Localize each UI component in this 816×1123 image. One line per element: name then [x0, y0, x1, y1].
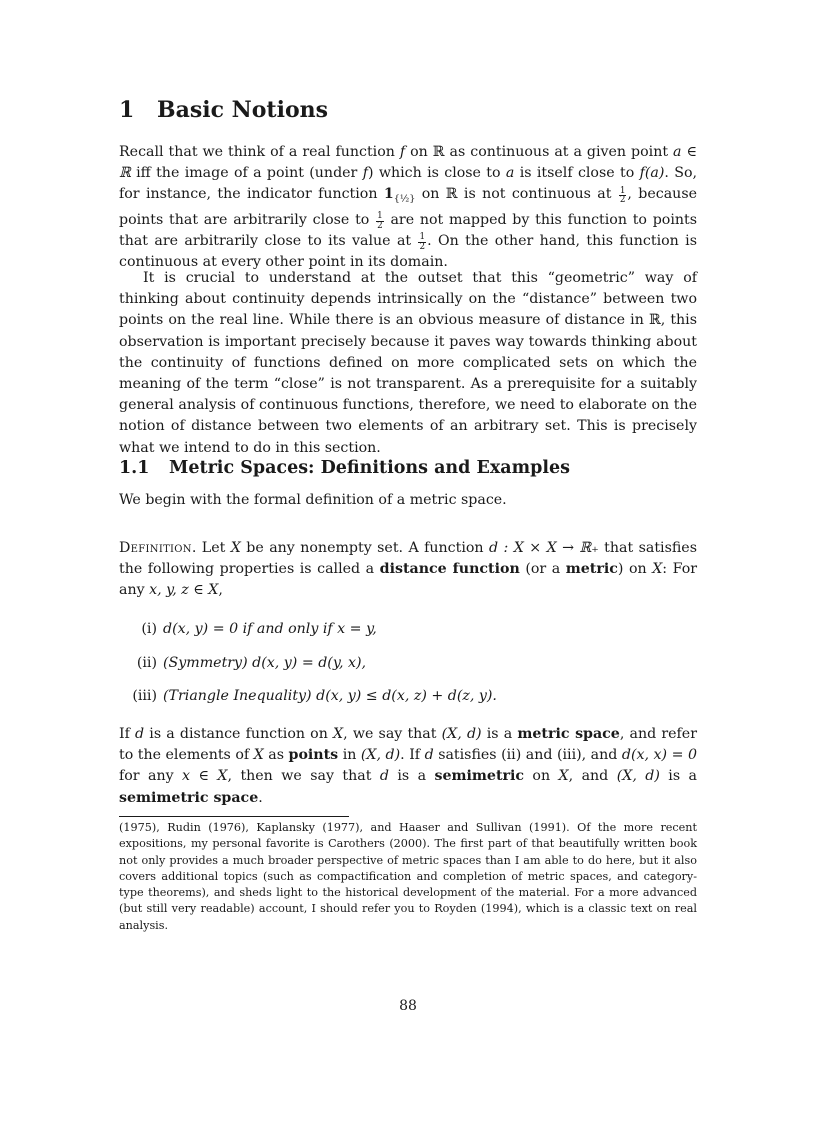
math-X: X	[253, 747, 264, 764]
math-x-in-X: x ∈ X	[182, 768, 228, 785]
term-metric: metric	[565, 561, 618, 578]
item-text: d(x, y) = 0 if and only if x = y,	[163, 621, 377, 637]
math-equation: d(x, x) = 0	[621, 747, 698, 764]
math-pair: (X, d)	[441, 726, 482, 742]
fraction-half	[418, 233, 426, 252]
text-run: on	[524, 768, 559, 785]
item-tag: (Triangle Inequality)	[163, 688, 312, 704]
body-paragraph: It is crucial to understand at the outset that this “geometric” way of thinking about continuity depends intrinsically on the “distance” between two points on the real line. While there is an obvious measure of distance in ℝ, this observation is important precisely because it paves way towards thinking about the continuity of functions defined on more complicated sets on which the meaning of the term “close” is not transparent. As a prerequisite for a suitably general analysis of continuous functions, therefore, we need to elaborate on the notion of distance between two elements of an arbitrary set. This is precisely what we intend to do in this section.	[119, 270, 697, 456]
math-X: X	[230, 540, 241, 556]
text-run: as	[263, 747, 289, 764]
subsection-number: 1.1	[119, 458, 150, 478]
item-label: (i)	[141, 621, 157, 637]
section-title: Basic Notions	[157, 97, 329, 123]
math-X: X	[333, 726, 344, 742]
math-d: d	[379, 768, 389, 785]
numerator: 1	[419, 232, 426, 243]
text-run: in	[338, 747, 361, 764]
text-run: : For any	[119, 561, 698, 599]
fraction-half	[619, 187, 627, 206]
math-f: f	[362, 165, 368, 182]
denominator: 2	[619, 195, 626, 206]
denominator: 2	[377, 220, 383, 231]
text-run: be any nonempty set. A function	[240, 540, 489, 556]
subsection-heading	[119, 455, 697, 481]
indicator-subscript: {½}	[393, 193, 416, 205]
text-run: , we say that	[343, 726, 442, 742]
term-semimetric: semimetric	[434, 768, 524, 785]
intro-paragraph	[119, 142, 697, 274]
text-run: that satisfies the following properties is called a	[119, 540, 697, 578]
text-run: ) on	[617, 561, 653, 578]
text-run: is a distance function on	[144, 726, 334, 742]
footnote: (1975), Rudin (1976), Kaplansky (1977), and Haaser and Sullivan (1991). Of the more recent expositions, my personal favorite is Carothers (2000). The first part of that beautifully written book not only provides a much broader perspective of metric spaces than I am able to do here, but it also covers additional topics (such as compactification and completion of metric spaces, and category-type theorems), and sheds light to the historical development of the material. For a more advanced (but still very readable) account, I should refer you to Royden (1994), which is a classic text on real analysis.	[119, 821, 697, 932]
text-run: , and refer to the elements of	[119, 726, 697, 764]
numerator: 1	[377, 211, 383, 222]
term-semimetric-space: semimetric space	[119, 789, 259, 806]
text-run: (or a	[519, 561, 566, 578]
text-run: is a	[659, 768, 698, 785]
text-run: . On the other hand, this function is continuous at every other point in its domain.	[119, 233, 697, 271]
math-metric-map: d : X × X → ℝ₊	[488, 540, 599, 556]
numerator: 1	[619, 185, 626, 196]
text-run: for any	[119, 768, 183, 785]
subsection-title: Metric Spaces: Definitions and Examples	[169, 458, 570, 478]
text-run: , because points that are arbitrarily close to	[119, 186, 697, 228]
text-run: ) which is close to	[367, 165, 506, 182]
term-metric-space: metric space	[517, 726, 620, 742]
math-a-in-R: a ∈ ℝ	[119, 144, 697, 182]
math-X: X	[652, 561, 663, 578]
text-run: iff the image of a point (under	[130, 165, 363, 182]
section-number: 1	[119, 97, 135, 123]
item-label: (iii)	[132, 688, 157, 704]
item-label: (ii)	[136, 655, 157, 671]
text-run: is a	[388, 768, 435, 785]
text-run: Recall that we think of a real function	[119, 144, 400, 160]
term-distance-function: distance function	[379, 561, 520, 578]
definition-paragraph	[119, 538, 697, 602]
text-run: is a	[481, 726, 518, 742]
text-run: are not mapped by this function to points that are arbitrarily close to its value at	[119, 211, 698, 250]
page-number: 88	[399, 998, 417, 1014]
indicator-symbol: 1	[383, 186, 394, 203]
text-run: , then we say that	[227, 768, 380, 785]
term-points: points	[288, 747, 339, 764]
denominator: 2	[419, 242, 426, 253]
definition-item	[119, 653, 697, 674]
math-f-of-a: f(a)	[639, 165, 665, 182]
definition-label: Definition	[119, 540, 192, 556]
text-run: is itself close to	[514, 165, 640, 182]
item-text: d(x, y) ≤ d(x, z) + d(z, y).	[316, 688, 497, 704]
math-a: a	[505, 165, 515, 182]
item-tag: (Symmetry)	[163, 655, 248, 671]
text-run: If	[119, 726, 136, 742]
text-run: . Let	[191, 540, 231, 556]
text-run: . If	[400, 747, 425, 764]
text-run: satisfies (ii) and (iii), and	[433, 747, 622, 764]
definition-item	[119, 686, 697, 707]
definition-item	[119, 619, 697, 640]
item-text: d(x, y) = d(y, x),	[252, 655, 367, 671]
body-paragraph	[119, 724, 697, 809]
math-f: f	[399, 144, 406, 160]
text-run: . So, for instance, the indicator function	[119, 165, 698, 203]
section-heading	[119, 94, 697, 126]
body-paragraph: We begin with the formal definition of a metric space.	[119, 492, 507, 508]
footnote-rule	[119, 816, 349, 817]
text-run: on ℝ is not continuous at	[415, 186, 618, 203]
text-run: .	[258, 789, 263, 806]
text-run: ,	[218, 582, 223, 599]
text-run: , and	[568, 768, 617, 785]
math-pair: (X, d)	[616, 768, 660, 785]
text-run: on ℝ as continuous at a given point	[405, 144, 674, 160]
math-X: X	[558, 768, 569, 785]
math-d: d	[135, 726, 145, 742]
math-d: d	[424, 747, 434, 764]
math-pair: (X, d)	[360, 747, 401, 764]
fraction-half	[376, 212, 384, 231]
math-vars: x, y, z ∈ X	[149, 582, 219, 599]
